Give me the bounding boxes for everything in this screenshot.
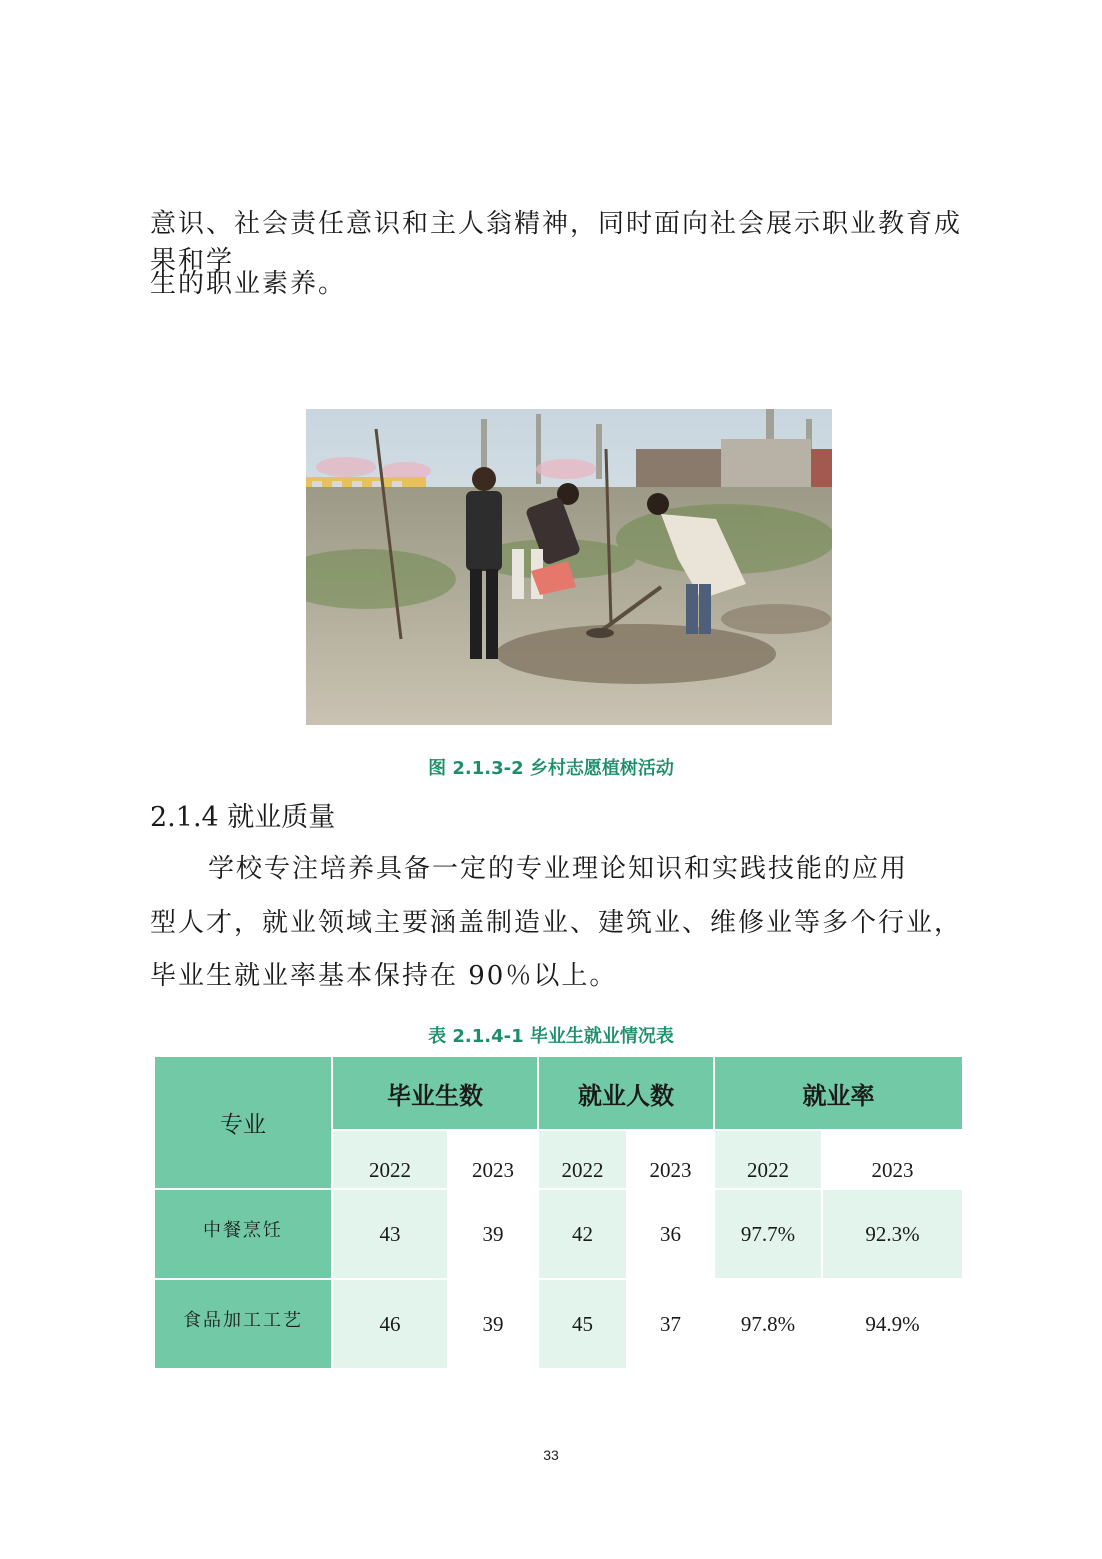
data-cell: 42: [538, 1189, 627, 1279]
section-paragraph-line-2: 型人才，就业领域主要涵盖制造业、建筑业、维修业等多个行业，: [150, 908, 963, 938]
table-caption: 表 2.1.4-1 毕业生就业情况表: [428, 1026, 674, 1047]
employment-table: [153, 1055, 964, 1370]
major-name-cell: 食品加工工艺: [154, 1279, 332, 1369]
data-cell: 97.8%: [714, 1279, 822, 1369]
section-paragraph-line-3: 毕业生就业率基本保持在 90％以上。: [150, 961, 618, 991]
year-cell: 2023: [627, 1130, 714, 1189]
data-cell: 92.3%: [822, 1189, 963, 1279]
data-cell: 97.7%: [714, 1189, 822, 1279]
table-group-header-row: [154, 1056, 963, 1130]
intro-line-2: 生的职业素养。: [150, 269, 347, 299]
data-cell: 39: [448, 1279, 538, 1369]
data-cell: 43: [332, 1189, 448, 1279]
tree-planting-photo-illustration: [306, 409, 832, 725]
data-cell: 45: [538, 1279, 627, 1369]
year-cell: 2022: [538, 1130, 627, 1189]
table-row: [154, 1189, 963, 1279]
employment-rate-header: 就业率: [714, 1056, 963, 1130]
major-header: 专业: [154, 1056, 332, 1189]
page-number: 33: [543, 1447, 559, 1463]
data-cell: 39: [448, 1189, 538, 1279]
intro-line-1: 意识、社会责任意识和主人翁精神，同时面向社会展示职业教育成果和学: [150, 209, 963, 276]
table-row: [154, 1279, 963, 1369]
graduates-header: 毕业生数: [332, 1056, 538, 1130]
section-paragraph-line-1: 学校专注培养具备一定的专业理论知识和实践技能的应用: [208, 854, 909, 884]
data-cell: 46: [332, 1279, 448, 1369]
data-cell: 36: [627, 1189, 714, 1279]
section-heading: 2.1.4 就业质量: [150, 802, 336, 833]
figure-caption: 图 2.1.3-2 乡村志愿植树活动: [428, 758, 674, 779]
year-cell: 2023: [822, 1130, 963, 1189]
year-cell: 2022: [714, 1130, 822, 1189]
employed-header: 就业人数: [538, 1056, 714, 1130]
data-cell: 94.9%: [822, 1279, 963, 1369]
major-name-cell: 中餐烹饪: [154, 1189, 332, 1279]
year-cell: 2022: [332, 1130, 448, 1189]
data-cell: 37: [627, 1279, 714, 1369]
year-cell: 2023: [448, 1130, 538, 1189]
tree-planting-photo: [306, 409, 832, 725]
